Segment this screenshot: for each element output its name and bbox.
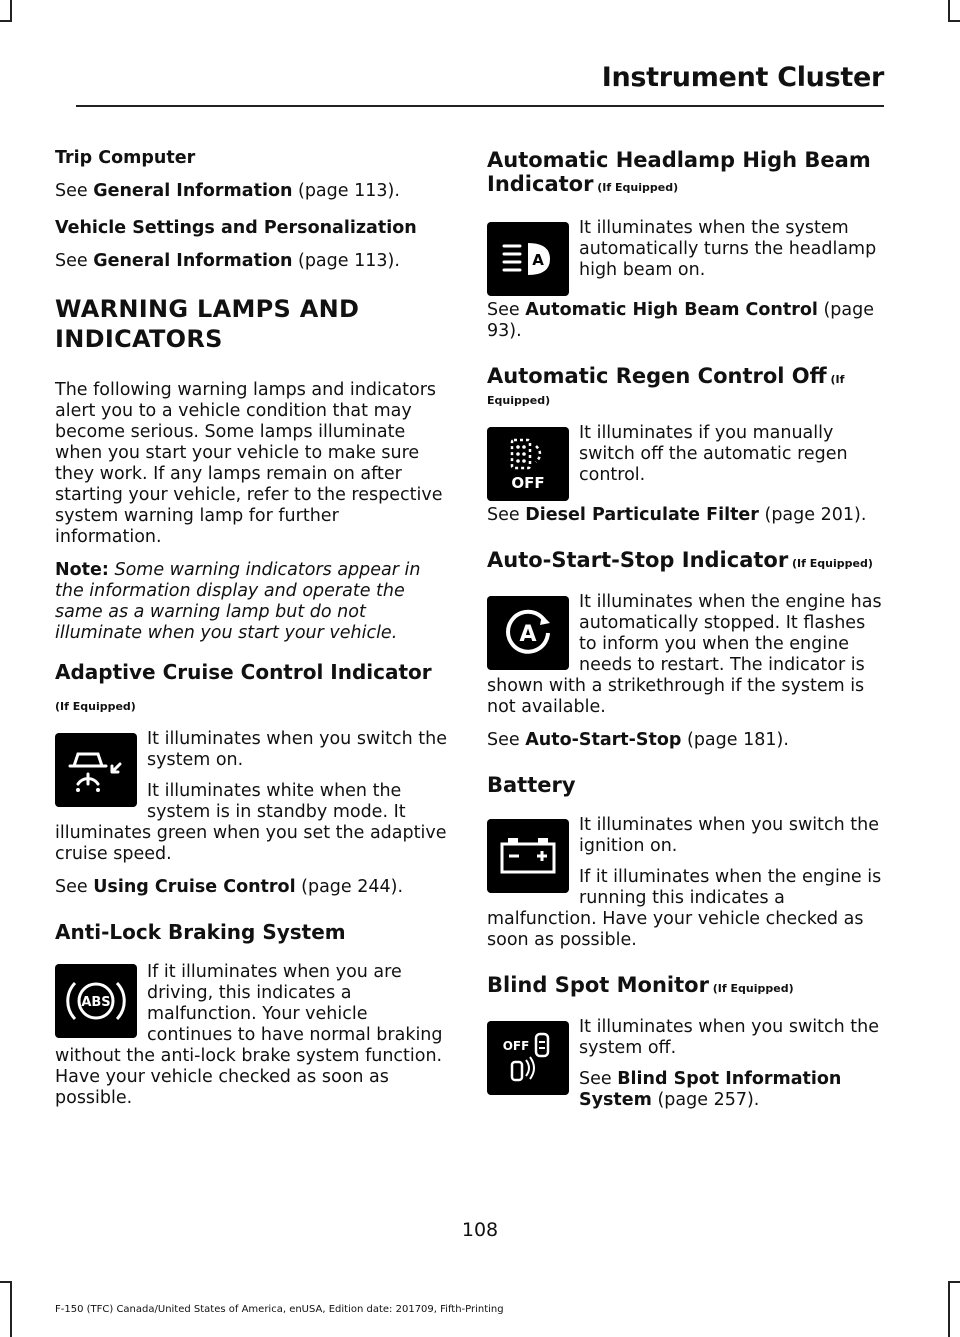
auto-high-beam-text: It illuminates when the system automatically turns the headlamp high beam on.: [579, 218, 877, 280]
auto-start-stop-reference: See Auto-Start-Stop (page 181).: [487, 730, 789, 750]
right-column: [487, 148, 882, 1111]
auto-start-stop-text: It illuminates when the engine has automatically stopped. It flashes to inform you when the engine needs to restart. The indicator is shown with a strikethrough if the system is not available.: [487, 592, 882, 717]
acc-text-1: It illuminates when you switch the system on.: [147, 729, 447, 770]
blind-spot-heading: Blind Spot Monitor (If Equipped): [487, 973, 794, 997]
crop-mark: [0, 1281, 12, 1283]
automatic-high-beam-control-link[interactable]: Automatic High Beam Control: [525, 300, 818, 320]
auto-high-beam-icon: [487, 222, 569, 296]
crop-mark: [948, 0, 950, 22]
regen-reference: See Diesel Particulate Filter (page 201).: [487, 505, 867, 525]
auto-start-stop-heading: Auto-Start-Stop Indicator (If Equipped): [487, 548, 873, 572]
page-header-title: Instrument Cluster: [601, 62, 884, 93]
crop-mark: [10, 1281, 12, 1337]
abs-heading: Anti-Lock Braking System: [55, 920, 346, 944]
intro-paragraph: The following warning lamps and indicators alert you to a vehicle condition that may become serious. Some lamps illuminate when you start your vehicle to make sure they work. If any lamps remain on after starting your vehicle, refer to the respective system warning lamp for further information.: [55, 380, 443, 547]
blind-spot-text-1: It illuminates when you switch the system off.: [579, 1017, 879, 1058]
regen-icon-label: OFF: [511, 474, 545, 492]
crop-mark: [0, 20, 12, 22]
acc-text-2: It illuminates white when the system is in standby mode. It illuminates green when you set the adaptive cruise speed.: [55, 781, 447, 864]
battery-text-1: It illuminates when you switch the ignition on.: [579, 815, 879, 856]
using-cruise-control-link[interactable]: Using Cruise Control: [93, 877, 296, 897]
battery-icon: [487, 819, 569, 893]
blind-spot-reference: See Blind Spot Information System (page 257).: [579, 1069, 842, 1110]
note-paragraph: Note: Some warning indicators appear in the information display and operate the same as a warning lamp but do not illuminate when you start your vehicle.: [55, 560, 421, 643]
left-column: [55, 148, 447, 1109]
crop-mark: [10, 0, 12, 22]
header-rule: [76, 105, 884, 107]
battery-heading: Battery: [487, 773, 576, 797]
regen-off-icon: [487, 427, 569, 501]
page-number: 108: [461, 1219, 499, 1241]
trip-computer-heading: Trip Computer: [55, 148, 196, 168]
acc-reference: See Using Cruise Control (page 244).: [55, 877, 404, 897]
blind-spot-information-system-link[interactable]: Blind Spot Information System: [579, 1069, 842, 1110]
regen-if-equipped: Equipped): [487, 394, 551, 407]
regen-text: It illuminates if you manually switch off the automatic regen control.: [579, 423, 848, 485]
battery-text-2: If it illuminates when the engine is running this indicates a malfunction. Have your vehicle checked as soon as possible.: [487, 867, 882, 950]
blind-spot-off-icon: [487, 1021, 569, 1095]
crop-mark: [948, 20, 960, 22]
section-title: WARNING LAMPS AND INDICATORS: [55, 295, 360, 353]
auto-high-beam-reference: See Automatic High Beam Control (page 93).: [487, 300, 875, 341]
general-information-link[interactable]: General Information: [93, 181, 293, 201]
footer-edition-info: F-150 (TFC) Canada/United States of America, enUSA, Edition date: 201709, Fifth-Printing: [55, 1304, 504, 1315]
auto-start-stop-icon-label: A: [519, 622, 537, 647]
crop-mark: [948, 1281, 950, 1337]
general-information-link[interactable]: General Information: [93, 251, 293, 271]
svg-text:A: A: [532, 251, 544, 269]
blind-spot-icon-label: OFF: [502, 1039, 530, 1053]
trip-computer-reference: See General Information (page 113).: [55, 181, 400, 201]
acc-heading: Adaptive Cruise Control Indicator: [55, 660, 432, 684]
abs-icon-label: ABS: [81, 995, 111, 1010]
diesel-particulate-filter-link[interactable]: Diesel Particulate Filter: [525, 505, 759, 525]
adaptive-cruise-icon: [55, 733, 137, 807]
auto-start-stop-icon: [487, 596, 569, 670]
abs-text: If it illuminates when you are driving, this indicates a malfunction. Your vehicle continues to have normal braking without the anti-lock brake system function. Have your vehicle checked as soon as possible.: [55, 962, 443, 1108]
auto-high-beam-heading: Automatic Headlamp High Beam Indicator (If Equipped): [487, 148, 871, 196]
vehicle-settings-reference: See General Information (page 113).: [55, 251, 400, 271]
vehicle-settings-heading: Vehicle Settings and Personalization: [55, 218, 417, 238]
abs-warning-icon: [55, 964, 137, 1038]
auto-start-stop-link[interactable]: Auto-Start-Stop: [525, 730, 682, 750]
crop-mark: [948, 1281, 960, 1283]
acc-if-equipped: (If Equipped): [55, 700, 136, 713]
regen-heading: Automatic Regen Control Off (If: [487, 364, 845, 388]
